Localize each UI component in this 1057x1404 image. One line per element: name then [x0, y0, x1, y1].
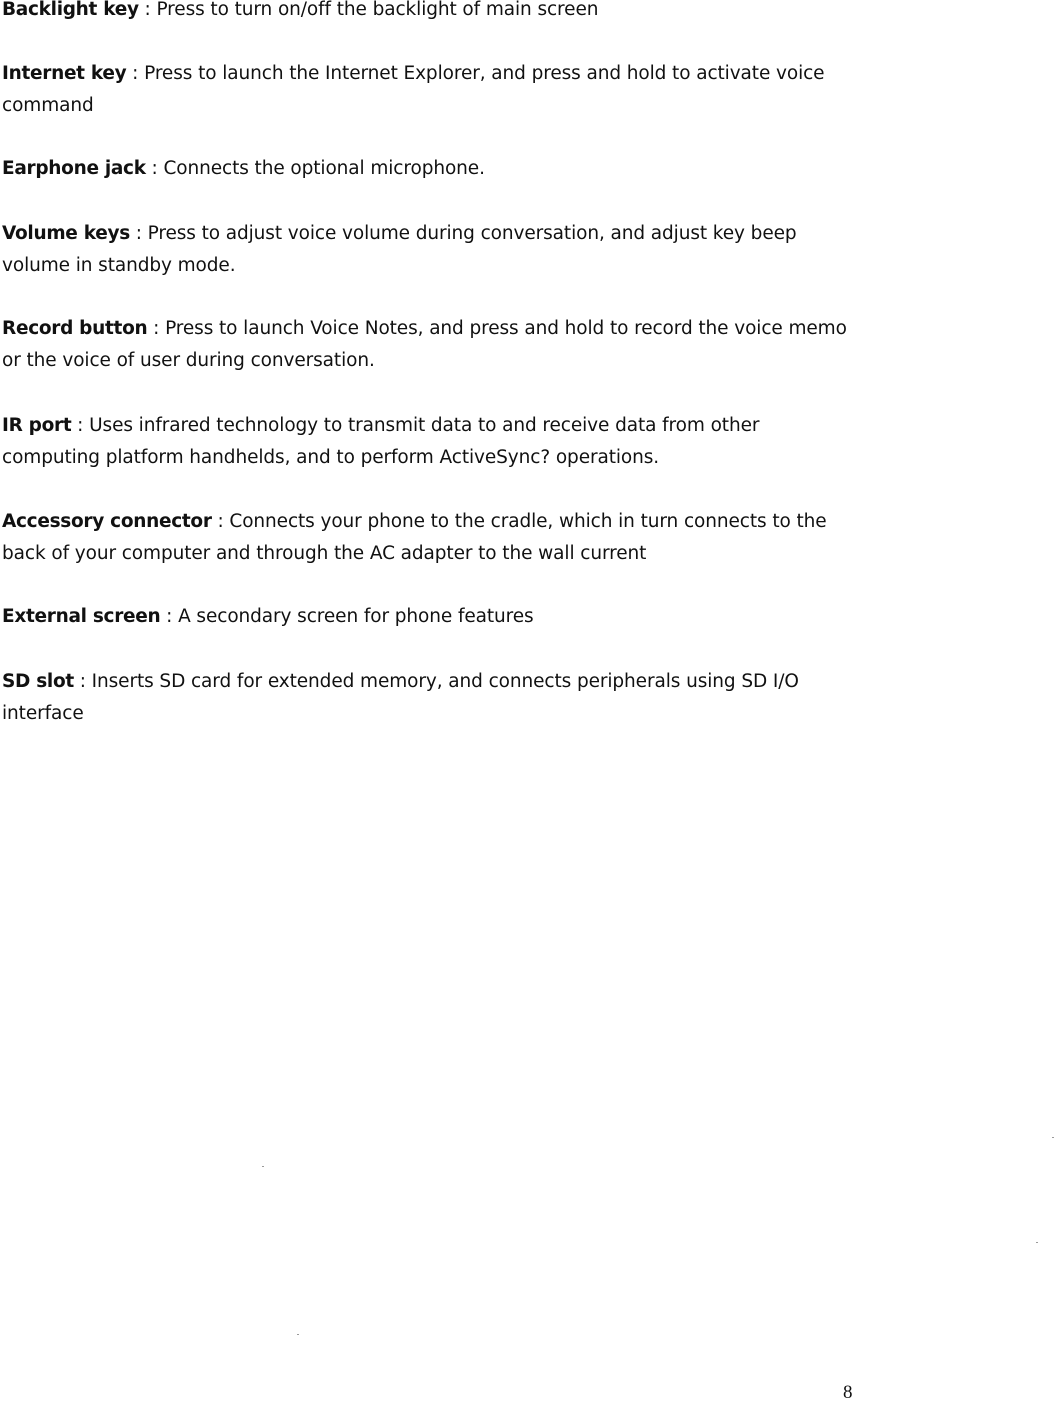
entry-description: A secondary screen for phone features	[178, 606, 534, 627]
entry-term: Backlight key	[2, 0, 139, 20]
entry-separator: :	[73, 671, 92, 692]
entry-separator: :	[145, 158, 164, 179]
entry-accessory-connector	[2, 506, 852, 570]
page-number: 8	[843, 1382, 853, 1403]
entry-term: External screen	[2, 606, 161, 627]
entry-description: Press to adjust voice volume during conversation, and adjust key beep volume in standby mode.	[2, 223, 797, 276]
entry-separator: :	[211, 511, 230, 532]
entry-term: Record button	[2, 318, 148, 339]
entry-separator: :	[138, 0, 157, 20]
entry-description: Inserts SD card for extended memory, and connects peripherals using SD I/O interface	[2, 671, 799, 724]
entry-internet-key	[2, 58, 852, 122]
entry-description: Connects the optional microphone.	[163, 158, 485, 179]
entry-record-button	[2, 313, 852, 377]
entry-separator: :	[160, 606, 179, 627]
entry-term: Accessory connector	[2, 511, 212, 532]
entry-description: Press to turn on/off the backlight of main screen	[156, 0, 599, 20]
entry-description: Uses infrared technology to transmit data to and receive data from other computing platform handhelds, and to perform ActiveSync? operations.	[2, 415, 760, 468]
entry-term: SD slot	[2, 671, 74, 692]
entry-earphone-jack	[2, 153, 852, 185]
scan-speck	[1036, 1242, 1038, 1243]
entry-separator: :	[126, 63, 145, 84]
entry-description: Press to launch the Internet Explorer, and press and hold to activate voice command	[2, 63, 825, 116]
entry-backlight-key	[2, 0, 852, 26]
entry-term: IR port	[2, 415, 72, 436]
entry-volume-keys	[2, 218, 852, 282]
entry-external-screen	[2, 601, 852, 633]
entry-term: Internet key	[2, 63, 127, 84]
entry-description: Press to launch Voice Notes, and press and hold to record the voice memo or the voice of user during conversation.	[2, 318, 847, 371]
scan-speck	[262, 1166, 264, 1167]
entry-term: Volume keys	[2, 223, 130, 244]
entry-separator: :	[129, 223, 148, 244]
entry-ir-port	[2, 410, 852, 474]
entry-separator: :	[147, 318, 166, 339]
entry-description: Connects your phone to the cradle, which in turn connects to the back of your computer and through the AC adapter to the wall current	[2, 511, 827, 564]
entry-separator: :	[71, 415, 90, 436]
entry-term: Earphone jack	[2, 158, 146, 179]
entry-sd-slot	[2, 666, 852, 730]
scan-speck	[1052, 1137, 1054, 1138]
scan-speck	[297, 1334, 299, 1335]
